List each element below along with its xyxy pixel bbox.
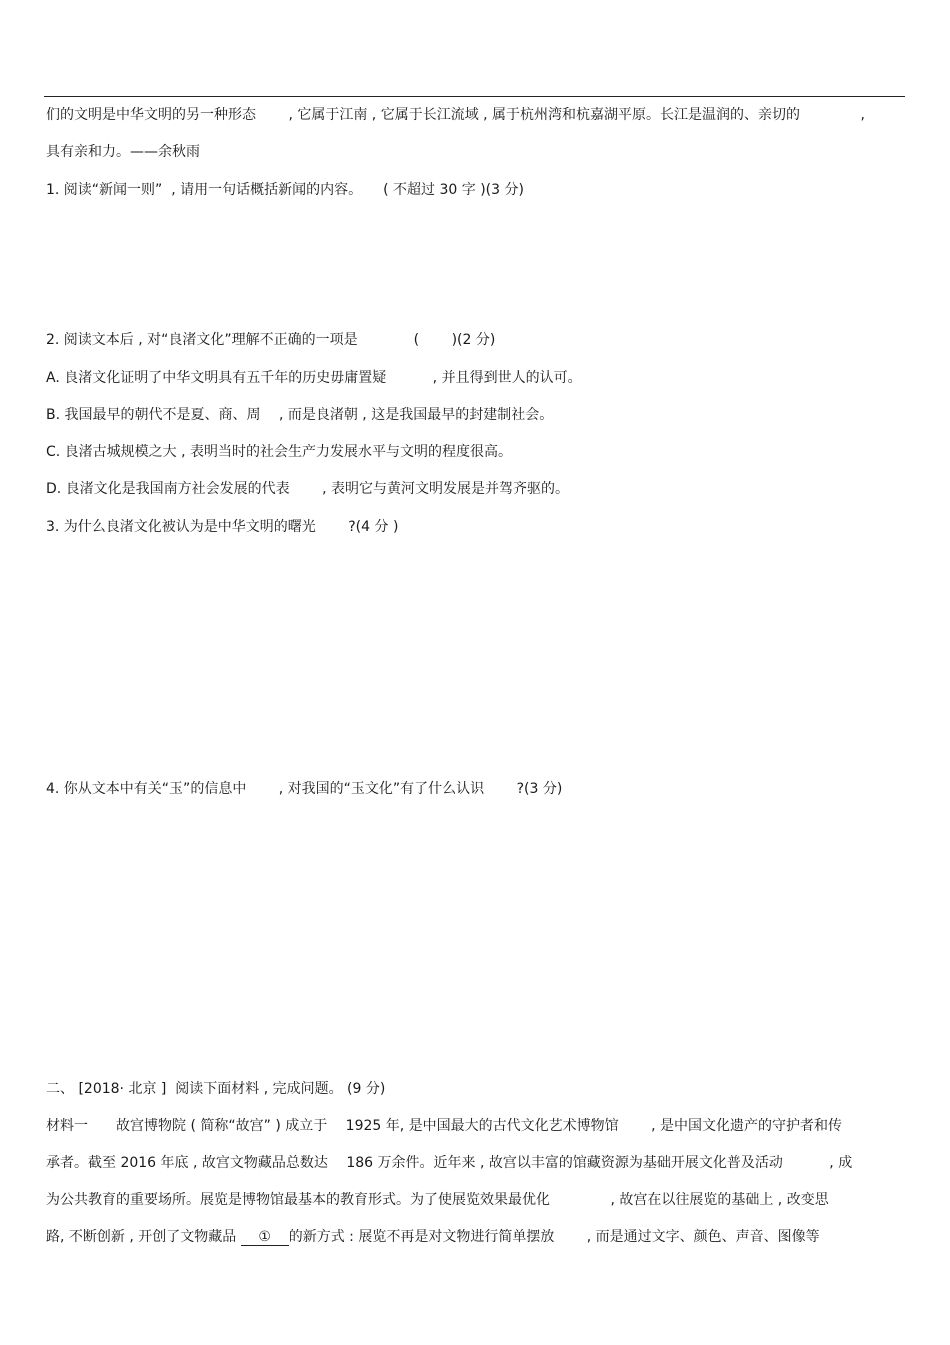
question-2-option-c: C. 良渚古城规模之大 , 表明当时的社会生产力发展水平与文明的程度很高。	[46, 444, 513, 460]
question-1: 1. 阅读“新闻一则” , 请用一句话概括新闻的内容。 ( 不超过 30 字 )(3 分)	[46, 182, 524, 198]
material-line-3: 为公共教育的重要场所。展览是博物馆最基本的教育形式。为了使展览效果最优化 , 故宫在以往展览的基础上 , 改变思	[46, 1192, 829, 1208]
fill-in-blank-1: ①	[241, 1229, 289, 1246]
material-line-1: 材料一 故宫博物院 ( 简称“故宫” ) 成立于 1925 年, 是中国最大的古代文化艺术博物馆 , 是中国文化遗产的守护者和传	[46, 1118, 843, 1134]
question-2-option-b: B. 我国最早的朝代不是夏、商、周 , 而是良渚朝 , 这是我国最早的封建制社会。	[46, 407, 554, 423]
question-2-option-d: D. 良渚文化是我国南方社会发展的代表 , 表明它与黄河文明发展是并驾齐驱的。	[46, 481, 570, 497]
question-2: 2. 阅读文本后 , 对“良渚文化”理解不正确的一项是 ( )(2 分)	[46, 332, 496, 348]
question-3: 3. 为什么良渚文化被认为是中华文明的曙光 ?(4 分 )	[46, 519, 399, 535]
question-2-option-a: A. 良渚文化证明了中华文明具有五千年的历史毋庸置疑 , 并且得到世人的认可。	[46, 370, 582, 386]
material-line-4-start: 路, 不断创新 , 开创了文物藏品	[46, 1229, 241, 1245]
header-rule	[44, 96, 905, 97]
material-line-2: 承者。截至 2016 年底 , 故宫文物藏品总数达 186 万余件。近年来 , 故宫以丰富的馆藏资源为基础开展文化普及活动 , 成	[46, 1155, 853, 1171]
section-2-heading: 二、 [2018· 北京 ] 阅读下面材料 , 完成问题。 (9 分)	[46, 1081, 386, 1097]
question-4: 4. 你从文本中有关“玉”的信息中 , 对我国的“玉文化”有了什么认识 ?(3 分)	[46, 781, 563, 797]
passage-line-1: 们的文明是中华文明的另一种形态 , 它属于江南 , 它属于长江流域 , 属于杭州湾和杭嘉湖平原。长江是温润的、亲切的 ,	[46, 107, 865, 123]
passage-line-2: 具有亲和力。——余秋雨	[46, 144, 200, 160]
material-line-4-end: 的新方式 : 展览不再是对文物进行简单摆放 , 而是通过文字、颜色、声音、图像等	[288, 1229, 820, 1245]
material-line-4	[46, 1228, 820, 1246]
